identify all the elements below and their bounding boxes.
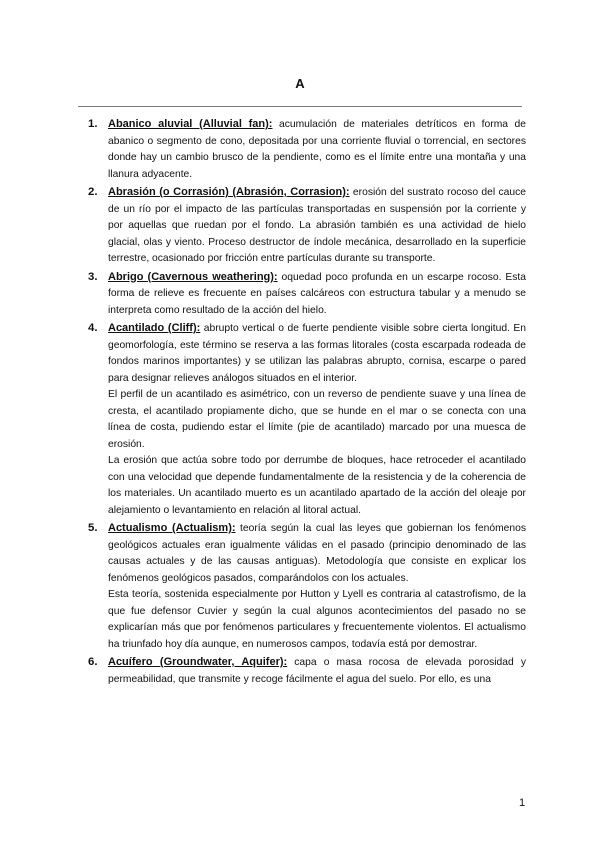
entry-definition: [108, 184, 526, 268]
entry-term: Abanico aluvial (Alluvial fan):: [108, 118, 273, 130]
glossary-entry-abrasion: [88, 184, 526, 268]
entry-number: 1.: [88, 118, 98, 130]
entry-text: capa o masa rocosa de elevada porosidad y permeabilidad, que transmite y recoge fácilmente el agua del suelo. Por ello, es una: [108, 657, 526, 685]
glossary-entry-abrigo: [88, 269, 526, 320]
entry-term: Actualismo (Actualism):: [108, 522, 236, 534]
glossary-entry-actualismo: [88, 520, 526, 653]
entry-definition: [108, 269, 526, 320]
entry-term: Acantilado (Cliff):: [108, 322, 201, 334]
entry-term: Abrigo (Cavernous weathering):: [108, 270, 278, 283]
section-letter-heading: A: [295, 76, 305, 91]
glossary-list: [88, 116, 526, 689]
entry-number: 5.: [88, 522, 98, 534]
entry-text: oquedad poco profunda en un escarpe rocoso. Esta forma de relieve es frecuente en países calcáreos con estructura tabular y a menudo se interpreta como resultado de la acción del hielo.: [108, 271, 526, 316]
page-number: 1: [519, 797, 526, 809]
entry-text: teoría según la cual las leyes que gobiernan los fenómenos geológicos actuales eran igualmente válidas en el pasado (principio denominado de las causas actuales y de las causas antiguas). Metodología que consiste en explicar los fenómenos geológicos pasados, comparándolos con los actuales.: [108, 523, 526, 584]
entry-paragraph: La erosión que actúa sobre todo por derrumbe de bloques, hace retroceder el acantilado con una velocidad que depende fundamentalmente de la resistencia y de la coherencia de los materiales. Un acantilado muerto es un acantilado apartado de la acción del oleaje por alejamiento o levantamiento en relación al litoral actual.: [108, 455, 526, 516]
entry-definition: [108, 654, 526, 688]
entry-definition: [108, 320, 526, 387]
glossary-entry-abanico-aluvial: [88, 116, 526, 183]
glossary-entry-acuifero: [88, 654, 526, 688]
entry-paragraph: Esta teoría, sostenida especialmente por Hutton y Lyell es contraria al catastrofismo, de la que fue defensor Cuvier y según la cual algunos acontecimientos del pasado no se explicarían más que por fenómenos particulares y frecuentemente violentos. El actualismo ha triunfado hoy día aunque, en numerosos campos, todavía está por demostrar.: [108, 589, 526, 650]
entry-text: acumulación de materiales detríticos en forma de abanico o segmento de cono, depositada por una corriente fluvial o torrencial, en sectores donde hay un cambio brusco de la pendiente, como es el límite entre una montaña y una llanura adyacente.: [108, 119, 526, 180]
heading-divider: [78, 106, 522, 107]
entry-number: 4.: [88, 322, 98, 334]
entry-term: Abrasión (o Corrasión) (Abrasión, Corrasion):: [108, 186, 350, 198]
entry-number: 2.: [88, 186, 98, 198]
entry-text: abrupto vertical o de fuerte pendiente visible sobre cierta longitud. En geomorfología, este término se reserva a las formas litorales (costa escarpada rodeada de fondos marinos importantes) y se utilizan las palabras abrupto, cornisa, escarpe o pared para designar relieves análogos situados en el interior.: [108, 323, 526, 384]
entry-number: 6.: [88, 656, 98, 668]
glossary-entry-acantilado: [88, 320, 526, 519]
entry-paragraph: El perfil de un acantilado es asimétrico, con un reverso de pendiente suave y una línea de cresta, el acantilado propiamente dicho, que se hunde en el mar o se conecta con una línea de costa, pudiendo estar el límite (pie de acantilado) marcado por una muesca de erosión.: [108, 389, 526, 450]
entry-number: 3.: [88, 270, 98, 283]
entry-text: erosión del sustrato rocoso del cauce de un río por el impacto de las partículas transportadas en suspensión por la corriente y por aquellas que ruedan por el fondo. La abrasión también es una actividad de hielo glacial, olas y viento. Proceso destructor de índole mecánica, desarrollado en la superficie terrestre, ocasionado por fricción entre partículas durante su transporte.: [108, 187, 526, 264]
entry-definition: [108, 116, 526, 183]
entry-definition: [108, 520, 526, 587]
entry-term: Acuífero (Groundwater, Aquifer):: [108, 656, 288, 668]
